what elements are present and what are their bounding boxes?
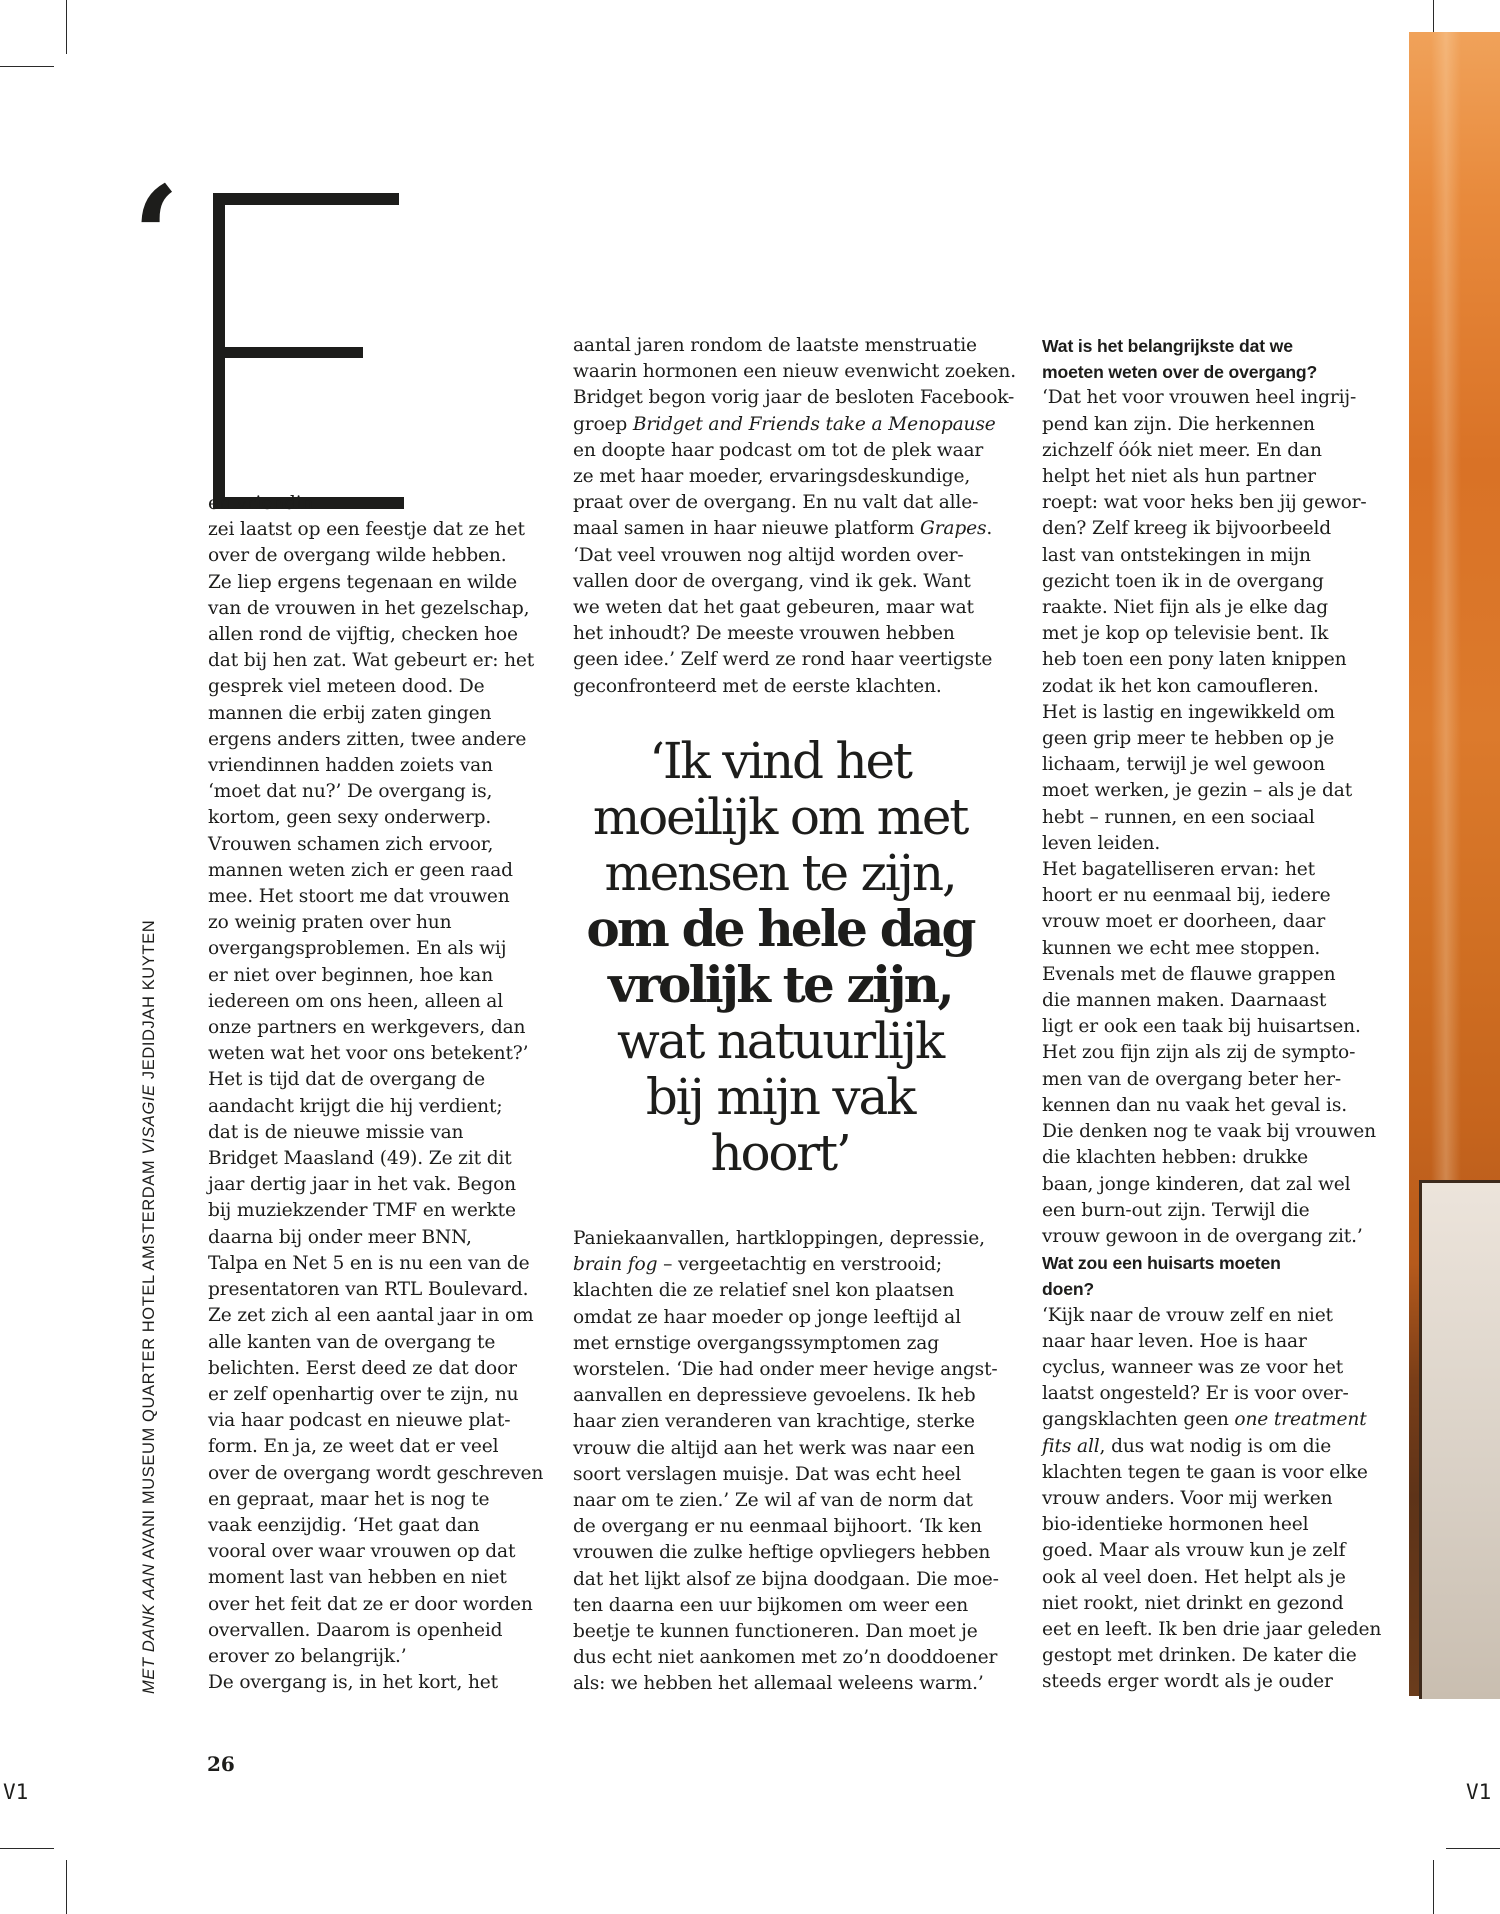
text-line: groep Bridget and Friends take a Menopause — [573, 413, 996, 435]
text-line: praat over de overgang. En nu valt dat alle- — [573, 492, 979, 514]
pull-quote-line: bij mijn vak — [645, 1068, 915, 1126]
credit-part4: JEDIDJAH KUYTEN — [140, 919, 158, 1080]
text-line: vrouwen die zulke heftige opvliegers hebben — [573, 1542, 991, 1564]
text-line: leven leiden. — [1042, 832, 1161, 854]
text-line: maal samen in haar nieuwe platform Grapes. — [573, 518, 993, 540]
text-line: Het is lastig en ingewikkeld om — [1042, 701, 1335, 723]
text-line: zo weinig praten over hun — [208, 912, 452, 934]
text-line: soort verslagen muisje. Dat was echt heel — [573, 1463, 962, 1485]
text-line: ‘moet dat nu?’ De overgang is, — [208, 781, 493, 803]
text-line: ligt er ook een taak bij huisartsen. — [1042, 1016, 1361, 1038]
pull-quote-line-bold: om de hele dag — [586, 899, 974, 958]
text-line: aantal jaren rondom de laatste menstruatie — [573, 335, 977, 356]
text-line: bij muziekzender TMF en werkte — [208, 1200, 516, 1222]
text-line: moment last van hebben en niet — [208, 1567, 507, 1589]
credit-part3: VISAGIE — [140, 1084, 158, 1155]
text-line: naar om te zien.’ Ze wil af van de norm dat — [573, 1490, 973, 1512]
text-line: geen grip meer te hebben op je — [1042, 728, 1335, 750]
text-line: onze partners en werkgevers, dan — [208, 1017, 526, 1039]
interview-question: Wat is het belangrijkste dat we — [1042, 336, 1293, 356]
text-line: allen rond de vijftig, checken hoe — [208, 624, 518, 646]
crop-mark — [66, 0, 67, 54]
text-line: ten daarna een uur bijkomen om weer een — [573, 1594, 969, 1616]
pull-quote — [560, 733, 1000, 1181]
text-line: over het feit dat ze er door worden — [208, 1593, 533, 1615]
text-line: kunnen we echt mee stoppen. — [1042, 937, 1321, 959]
text-line: mee. Het stoort me dat vrouwen — [208, 886, 510, 908]
text-line: en gepraat, maar het is nog te — [208, 1488, 490, 1510]
text-line: dat het lijkt alsof ze bijna doodgaan. Die moe- — [573, 1568, 999, 1590]
text-line: waarin hormonen een nieuw evenwicht zoeken. — [573, 361, 1016, 383]
text-line: form. En ja, ze weet dat er veel — [208, 1436, 499, 1458]
text-line: het inhoudt? De meeste vrouwen hebben — [573, 623, 955, 645]
text-line: den? Zelf kreeg ik bijvoorbeeld — [1042, 518, 1332, 540]
text-line: Talpa en Net 5 en is nu een van de — [208, 1252, 530, 1274]
text-line: die klachten hebben: drukke — [1042, 1147, 1309, 1169]
text-line: vallen door de overgang, vind ik gek. Want — [573, 570, 971, 592]
text-line: vrouw moet er doorheen, daar — [1042, 911, 1326, 933]
crop-mark — [0, 66, 54, 67]
text-line: baan, jonge kinderen, dat zal wel — [1042, 1173, 1351, 1195]
text-line: goed. Maar als vrouw kun je zelf — [1042, 1540, 1346, 1562]
text-line: eet en leeft. Ik ben drie jaar geleden — [1042, 1618, 1382, 1640]
text-line: als: we hebben het allemaal weleens warm.’ — [573, 1673, 984, 1695]
facebook-group-name: Bridget and Friends take a Menopause — [632, 413, 996, 435]
text-line: gesprek viel meteen dood. De — [208, 676, 485, 698]
pull-quote-line: moeilijk om met — [592, 788, 968, 846]
text-line: de overgang er nu eenmaal bijhoort. ‘Ik ken — [573, 1516, 982, 1538]
text-line: via haar podcast en nieuwe plat- — [208, 1410, 511, 1432]
text-line: cyclus, wanneer was ze voor het — [1042, 1356, 1344, 1378]
text-line: Die denken nog te vaak bij vrouwen — [1042, 1121, 1376, 1143]
text-line: gangsklachten geen one treatment — [1042, 1409, 1367, 1431]
text-line: met ernstige overgangssymptomen zag — [573, 1332, 939, 1354]
text-line: met je kop op televisie bent. Ik — [1042, 623, 1329, 645]
text-line: Evenals met de flauwe grappen — [1042, 963, 1336, 985]
text-line: ook al veel doen. Het helpt als je — [1042, 1566, 1346, 1588]
text-line: heb toen een pony laten knippen — [1042, 649, 1347, 671]
text-line: van de vrouwen in het gezelschap, — [208, 597, 530, 619]
pull-quote-line: wat natuurlijk — [617, 1012, 943, 1070]
text-line: ‘Kijk naar de vrouw zelf en niet — [1042, 1304, 1333, 1326]
column-2-bottom — [573, 1226, 999, 1698]
text-line: gestopt met drinken. De kater die — [1042, 1645, 1357, 1667]
text-line: laatst ongesteld? Er is voor over- — [1042, 1383, 1349, 1405]
answer-1 — [1042, 385, 1381, 1250]
text-line: omdat ze haar moeder op jonge leeftijd al — [573, 1306, 961, 1328]
text-line: ‘Dat het voor vrouwen heel ingrij- — [1042, 387, 1357, 409]
text-line: een burn-out zijn. Terwijl die — [1042, 1199, 1310, 1221]
text-line: fits all, dus wat nodig is om die — [1042, 1435, 1332, 1457]
text-line: men van de overgang beter her- — [1042, 1068, 1342, 1090]
text-line: weten wat het voor ons betekent?’ — [208, 1043, 529, 1065]
text-line: bio-identieke hormonen heel — [1042, 1514, 1309, 1536]
text-line: Ze zet zich al een aantal jaar in om — [208, 1305, 534, 1327]
text-line: vrouw gewoon in de overgang zit.’ — [1042, 1225, 1363, 1247]
text-line: Bridget Maasland (49). Ze zit dit — [208, 1148, 512, 1170]
text-line: er niet over beginnen, hoe kan — [208, 964, 494, 986]
text-line: erover zo belangrijk.’ — [208, 1645, 407, 1667]
text-line: dat bij hen zat. Wat gebeurt er: het — [208, 650, 535, 672]
text-line: presentatoren van RTL Boulevard. — [208, 1279, 529, 1301]
pull-quote-line: mensen te zijn, — [604, 844, 956, 902]
text-line: Bridget begon vorig jaar de besloten Facebook- — [573, 387, 1015, 409]
text-line: dus echt niet aankomen met zo’n dooddoener — [573, 1647, 998, 1669]
photo-strip — [1409, 32, 1500, 1696]
text-line: en doopte haar podcast om tot de plek waar — [573, 439, 984, 461]
text-line: er zelf openhartig over te zijn, nu — [208, 1383, 519, 1405]
text-line: iedereen om ons heen, alleen al — [208, 990, 504, 1012]
answer-2 — [1042, 1460, 1381, 1696]
text-line: vriendinnen hadden zoiets van — [208, 755, 493, 777]
text-line: hebt – runnen, en een sociaal — [1042, 806, 1315, 828]
text-line: geconfronteerd met de eerste klachten. — [573, 675, 942, 697]
text-line: kennen dan nu vaak het geval is. — [1042, 1094, 1348, 1116]
text-line: die mannen maken. Daarnaast — [1042, 990, 1327, 1012]
text-line: roept: wat voor heks ben jij gewor- — [1042, 492, 1367, 514]
text-line: Ze liep ergens tegenaan en wilde — [208, 571, 517, 593]
pull-quote-line: ‘Ik vind het — [649, 732, 911, 790]
text-line: belichten. Eerst deed ze dat door — [208, 1357, 517, 1379]
text-line: worstelen. ‘Die had onder meer hevige angst- — [573, 1359, 998, 1381]
pull-quote-line-bold: vrolijk te zijn, — [608, 955, 952, 1014]
text-line: mannen die erbij zaten gingen — [208, 702, 492, 724]
photo-panel — [1419, 1180, 1500, 1699]
column-3 — [1042, 333, 1381, 1696]
text-line: raakte. Niet fijn als je elke dag — [1042, 597, 1328, 619]
text-line: last van ontstekingen in mijn — [1042, 544, 1311, 566]
text-line: overgangsproblemen. En als wij — [208, 938, 507, 960]
crop-mark — [1446, 1848, 1500, 1849]
interview-question: doen? — [1042, 1279, 1095, 1300]
text-line: Vrouwen schamen zich ervoor, — [208, 833, 494, 855]
text-line: aanvallen en depressieve gevoelens. Ik heb — [573, 1385, 976, 1407]
dropcap-letter-e — [205, 193, 399, 509]
text-line: we weten dat het gaat gebeuren, maar wat — [573, 597, 974, 619]
text-line: mannen weten zich er geen raad — [208, 859, 513, 881]
platform-name: Grapes — [919, 518, 987, 540]
text-line: vrouw die altijd aan het werk was naar een — [573, 1437, 975, 1459]
text-line: daarna bij onder meer BNN, — [208, 1226, 472, 1248]
text-line: geen idee.’ Zelf werd ze rond haar veertigste — [573, 649, 993, 671]
crop-mark — [1433, 1860, 1434, 1914]
text-line: haar zien veranderen van krachtige, sterke — [573, 1411, 975, 1433]
text-line: over de overgang wordt geschreven — [208, 1462, 544, 1484]
text-line: ze met haar moeder, ervaringsdeskundige, — [573, 466, 971, 488]
text-line: alle kanten van de overgang te — [208, 1331, 496, 1353]
slug-right: V1 — [1466, 1780, 1492, 1804]
text-line: zei laatst op een feestje dat ze het — [208, 519, 525, 541]
text-line: vaak eenzijdig. ‘Het gaat dan — [208, 1514, 480, 1536]
text-line: ergens anders zitten, twee andere — [208, 728, 527, 750]
text-line: niet rookt, niet drinkt en gezond — [1042, 1592, 1344, 1614]
column-1 — [208, 491, 543, 1696]
crop-mark — [66, 1860, 67, 1914]
text-line: jaar dertig jaar in het vak. Begon — [208, 1174, 517, 1196]
crop-mark — [0, 1848, 54, 1849]
text-line: vooral over waar vrouwen op dat — [208, 1541, 516, 1563]
photo-credit — [140, 920, 159, 1694]
opening-quote-mark: ‘ — [132, 155, 181, 318]
interview-question: Wat zou een huisarts moeten — [1042, 1253, 1281, 1274]
text-line: klachten tegen te gaan is voor elke — [1042, 1461, 1368, 1483]
text-line: helpt het niet als hun partner — [1042, 466, 1316, 488]
text-line: pend kan zijn. Die herkennen — [1042, 413, 1315, 435]
text-line: brain fog – vergeetachtig en verstrooid; — [573, 1254, 942, 1276]
slug-left: V1 — [3, 1780, 29, 1804]
text-line: steeds erger wordt als je ouder — [1042, 1671, 1333, 1693]
text-line: zodat ik het kon camoufleren. — [1042, 675, 1319, 697]
text-line: lichaam, terwijl je wel gewoon — [1042, 754, 1325, 776]
page-number: 26 — [207, 1752, 235, 1776]
credit-part2: AVANI MUSEUM QUARTER HOTEL AMSTERDAM — [140, 1159, 158, 1560]
text-line: gezicht toen ik in de overgang — [1042, 570, 1324, 592]
text-line: naar haar leven. Hoe is haar — [1042, 1330, 1307, 1352]
column-2-top — [573, 333, 1016, 700]
text-line: ‘Dat veel vrouwen nog altijd worden over- — [573, 544, 964, 566]
interview-question: moeten weten over de overgang? — [1042, 362, 1318, 383]
text-line: beetje te kunnen functioneren. Dan moet je — [573, 1621, 978, 1643]
text-line: Het bagatelliseren ervan: het — [1042, 859, 1315, 881]
pull-quote-line: hoort’ — [710, 1124, 850, 1182]
text-line: Paniekaanvallen, hartkloppingen, depressie, — [573, 1228, 985, 1249]
text-line: De overgang is, in het kort, het — [208, 1672, 498, 1694]
text-line: over de overgang wilde hebben. — [208, 545, 507, 567]
text-line: hoort er nu eenmaal bij, iedere — [1042, 885, 1331, 907]
text-line: vrouw anders. Voor mij werken — [1042, 1487, 1333, 1509]
credit-part1: MET DANK AAN — [140, 1563, 158, 1694]
text-line: kortom, geen sexy onderwerp. — [208, 807, 492, 829]
text-line: zichzelf óók niet meer. En dan — [1042, 439, 1322, 461]
text-line: moet werken, je gezin – als je dat — [1042, 780, 1353, 802]
text-line: en vriendin — [208, 493, 314, 514]
text-line: dat is de nieuwe missie van — [208, 1121, 464, 1143]
text-line: Het is tijd dat de overgang de — [208, 1069, 485, 1091]
text-line: Het zou fijn zijn als zij de sympto- — [1042, 1042, 1356, 1064]
text-line: klachten die ze relatief snel kon plaatsen — [573, 1280, 955, 1302]
text-line: overvallen. Daarom is openheid — [208, 1619, 503, 1641]
text-line: aandacht krijgt die hij verdient; — [208, 1095, 503, 1117]
